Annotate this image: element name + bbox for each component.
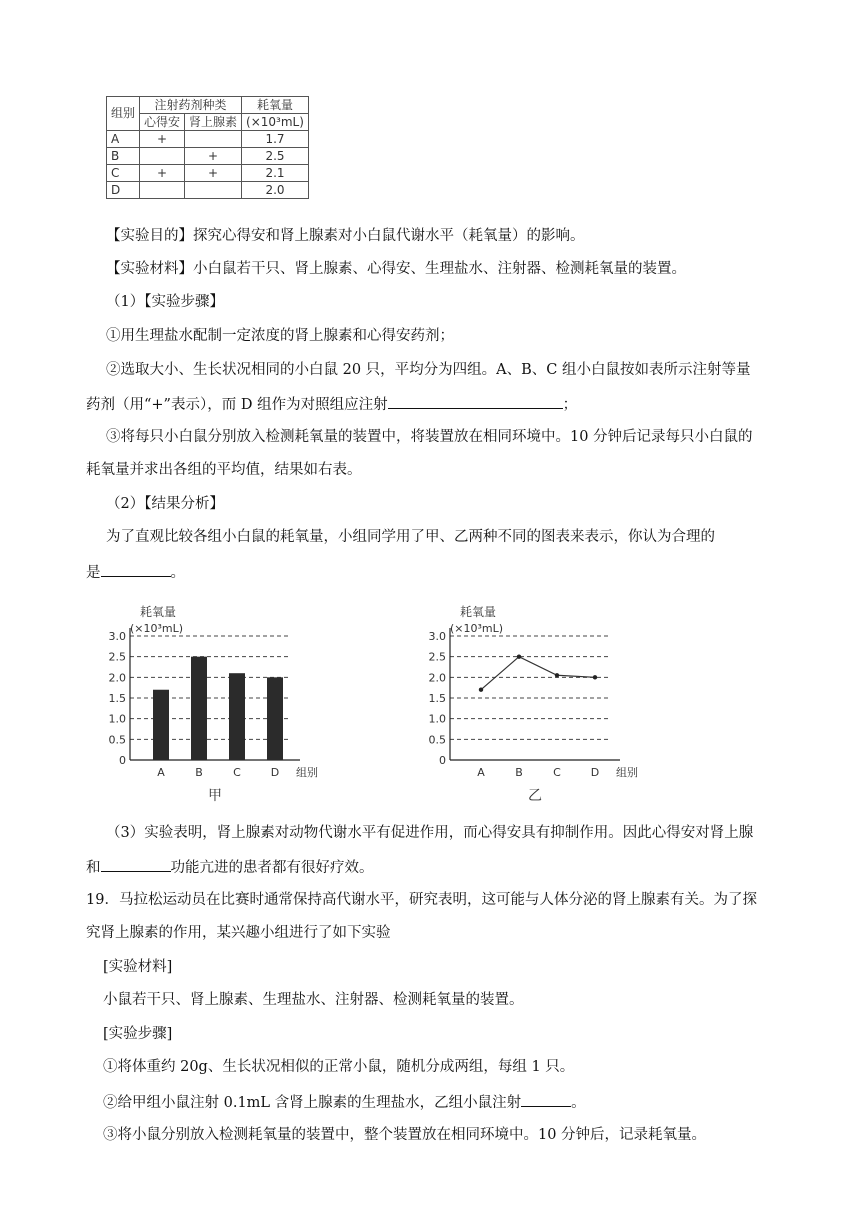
y-tick-label: 0 bbox=[439, 754, 446, 767]
steps-heading-2: [实验步骤] bbox=[103, 1026, 173, 1042]
y-tick-label: 0 bbox=[119, 754, 126, 767]
cell-group: B bbox=[107, 148, 140, 165]
th-unit: (×10³mL) bbox=[242, 114, 309, 131]
cell-shen: + bbox=[185, 148, 242, 165]
bar-B bbox=[191, 657, 207, 760]
table-row bbox=[107, 148, 309, 165]
step-2-end: ； bbox=[562, 397, 578, 413]
step-2-line-2 bbox=[86, 393, 577, 415]
cell-xinde: + bbox=[140, 131, 185, 148]
x-tick-label: C bbox=[233, 766, 241, 779]
materials-heading: [实验材料] bbox=[103, 959, 173, 975]
cell-shen bbox=[185, 182, 242, 199]
y-tick-label: 1.0 bbox=[108, 712, 126, 726]
analysis-text: 是 bbox=[86, 565, 101, 581]
analysis-line-1: 为了直观比较各组小白鼠的耗氧量，小组同学用了甲、乙两种不同的图表来表示，你认为合理的 bbox=[106, 529, 715, 545]
bar-A bbox=[153, 690, 169, 760]
step-3-line-1: ③将每只小白鼠分别放入检测耗氧量的装置中，将装置放在相同环境中。10 分钟后记录每只小白鼠的 bbox=[106, 429, 753, 445]
th-oxy: 耗氧量 bbox=[242, 97, 309, 114]
data-table bbox=[106, 96, 309, 199]
x-tick-label: D bbox=[270, 766, 280, 779]
question-19-line-1: 19．马拉松运动员在比赛时通常保持高代谢水平，研究表明，这可能与人体分泌的肾上腺素有关。为了探 bbox=[86, 892, 757, 908]
line-chart bbox=[420, 600, 660, 810]
step-1: ①用生理盐水配制一定浓度的肾上腺素和心得安药剂； bbox=[106, 328, 454, 344]
y-tick-label: 2.5 bbox=[428, 650, 446, 664]
cell-group: A bbox=[107, 131, 140, 148]
point-C bbox=[555, 673, 559, 677]
chart-title: 耗氧量 bbox=[460, 605, 497, 619]
conclusion-line-2 bbox=[86, 856, 374, 878]
step-19-2-end: 。 bbox=[571, 1095, 586, 1111]
x-tick-label: C bbox=[553, 766, 561, 779]
steps-heading: （1）【实验步骤】 bbox=[106, 294, 224, 310]
x-tick-label: D bbox=[590, 766, 600, 779]
x-tick-label: A bbox=[477, 766, 485, 779]
chart-unit: (×10³mL) bbox=[130, 622, 184, 635]
point-A bbox=[479, 688, 483, 692]
table-row bbox=[107, 182, 309, 199]
y-tick-label: 1.0 bbox=[428, 712, 446, 726]
y-tick-label: 2.0 bbox=[428, 671, 446, 685]
analysis-end: 。 bbox=[170, 565, 185, 581]
question-19-line-2: 究肾上腺素的作用，某兴趣小组进行了如下实验 bbox=[86, 925, 391, 941]
x-tick-label: B bbox=[515, 766, 523, 779]
x-tick-label: B bbox=[195, 766, 203, 779]
cell-xinde bbox=[140, 148, 185, 165]
answer-blank bbox=[101, 561, 171, 577]
y-tick-label: 2.5 bbox=[108, 650, 126, 664]
step-19-3: ③将小鼠分别放入检测耗氧量的装置中，整个装置放在相同环境中。10 分钟后，记录耗氧量。 bbox=[103, 1127, 707, 1143]
purpose-text: 【实验目的】探究心得安和肾上腺素对小白鼠代谢水平（耗氧量）的影响。 bbox=[106, 228, 585, 244]
analysis-line-2 bbox=[86, 561, 185, 583]
cell-value: 1.7 bbox=[242, 131, 309, 148]
answer-blank bbox=[521, 1091, 571, 1107]
bar-D bbox=[267, 677, 283, 760]
table-row bbox=[107, 131, 309, 148]
y-tick-label: 3.0 bbox=[108, 630, 126, 643]
conclusion-text: 和 bbox=[86, 860, 101, 876]
y-tick-label: 1.5 bbox=[108, 692, 126, 705]
x-tick-label: A bbox=[157, 766, 165, 779]
point-D bbox=[593, 675, 597, 679]
answer-blank bbox=[101, 856, 171, 872]
y-tick-label: 0.5 bbox=[428, 733, 446, 747]
cell-value: 2.0 bbox=[242, 182, 309, 199]
chart-unit: (×10³mL) bbox=[450, 622, 504, 635]
conclusion-end: 功能亢进的患者都有很好疗效。 bbox=[170, 860, 374, 876]
bar-chart bbox=[100, 600, 340, 810]
th-group: 组别 bbox=[107, 97, 140, 131]
cell-xinde: + bbox=[140, 165, 185, 182]
y-tick-label: 1.5 bbox=[428, 692, 446, 705]
step-3-line-2: 耗氧量并求出各组的平均值，结果如右表。 bbox=[86, 462, 362, 478]
materials-list: 小鼠若干只、肾上腺素、生理盐水、注射器、检测耗氧量的装置。 bbox=[103, 992, 524, 1008]
th-drug: 注射药剂种类 bbox=[140, 97, 242, 114]
answer-blank bbox=[388, 393, 563, 409]
step-19-2 bbox=[103, 1091, 586, 1113]
th-xinde: 心得安 bbox=[140, 114, 185, 131]
y-tick-label: 0.5 bbox=[108, 733, 126, 747]
cell-shen: + bbox=[185, 165, 242, 182]
y-tick-label: 2.0 bbox=[108, 671, 126, 685]
x-axis-label: 组别 bbox=[296, 766, 318, 779]
conclusion-line-1: （3）实验表明，肾上腺素对动物代谢水平有促进作用，而心得安具有抑制作用。因此心得安对肾上腺 bbox=[106, 825, 754, 841]
point-B bbox=[517, 654, 521, 658]
cell-shen bbox=[185, 131, 242, 148]
y-tick-label: 3.0 bbox=[428, 630, 446, 643]
cell-group: C bbox=[107, 165, 140, 182]
table-row bbox=[107, 165, 309, 182]
materials-text: 【实验材料】小白鼠若干只、肾上腺素、心得安、生理盐水、注射器、检测耗氧量的装置。 bbox=[106, 261, 686, 277]
cell-value: 2.1 bbox=[242, 165, 309, 182]
chart-caption: 甲 bbox=[208, 788, 222, 804]
cell-group: D bbox=[107, 182, 140, 199]
step-2-line-1: ②选取大小、生长状况相同的小白鼠 20 只，平均分为四组。A、B、C 组小白鼠按如表所示注射等量 bbox=[106, 362, 751, 378]
step-19-1: ①将体重约 20g、生长状况相似的正常小鼠，随机分成两组，每组 1 只。 bbox=[103, 1059, 575, 1075]
chart-title: 耗氧量 bbox=[140, 605, 177, 619]
th-shen: 肾上腺素 bbox=[185, 114, 242, 131]
chart-caption: 乙 bbox=[528, 788, 542, 804]
cell-xinde bbox=[140, 182, 185, 199]
bar-C bbox=[229, 673, 245, 760]
x-axis-label: 组别 bbox=[616, 766, 638, 779]
step-2-text: 药剂（用“+”表示），而 D 组作为对照组应注射 bbox=[86, 397, 388, 413]
series-line bbox=[481, 657, 595, 690]
step-19-2-text: ②给甲组小鼠注射 0.1mL 含肾上腺素的生理盐水，乙组小鼠注射 bbox=[103, 1095, 522, 1111]
analysis-heading: （2）【结果分析】 bbox=[106, 496, 224, 512]
cell-value: 2.5 bbox=[242, 148, 309, 165]
